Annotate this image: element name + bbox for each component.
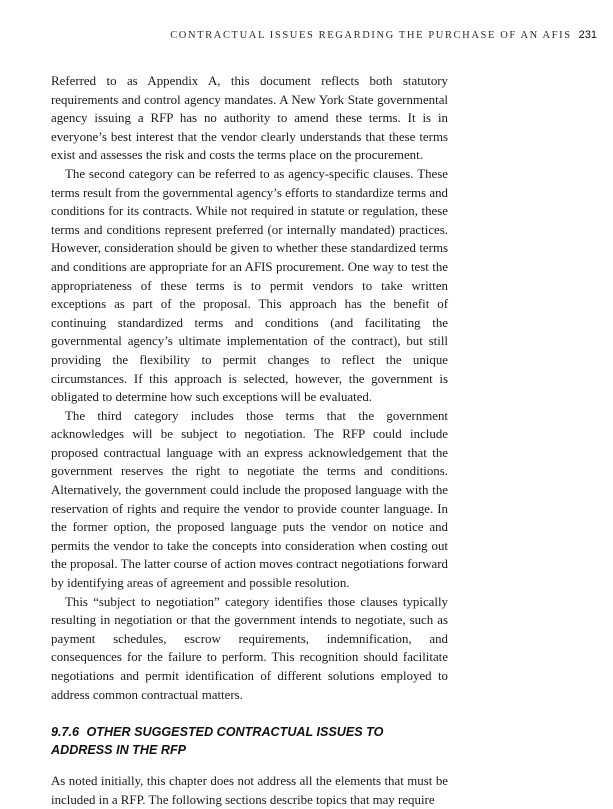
paragraph-closing: As noted initially, this chapter does not address all the elements that must be included in a RFP. The following sections describe topics that may require [51, 774, 448, 807]
section-heading [51, 723, 448, 759]
paragraph-subject-to-negotiation: This “subject to negotiation” category identifies those clauses typically resulting in negotiation or that the government intends to negotiate, such as payment schedules, escrow requirements, indemnification, and consequences for the failure to perform. This recognition should facilitate negotiations and permit identification of different solutions employed to address common contractual matters. [51, 594, 448, 702]
running-header [52, 29, 597, 41]
page-number: 231 [578, 29, 597, 41]
section-title: OTHER SUGGESTED CONTRACTUAL ISSUES TO ADDRESS IN THE RFP [51, 725, 384, 758]
paragraph-negotiation-terms: The third category includes those terms that the government acknowledges will be subject to negotiation. The RFP could include proposed contractual language with an express acknowledgement that the government reserves the right to negotiate the terms and conditions. Alternatively, the government could include the proposed language with the reservation of rights and require the vendor to provide counter language. In the former option, the proposed language puts the vendor on notice and permits the vendor to take the concepts into consideration when costing out the proposal. The latter course of action moves contract negotiations forward by identifying areas of agreement and possible resolution. [51, 408, 448, 591]
running-title: CONTRACTUAL ISSUES REGARDING THE PURCHASE OF AN AFIS [170, 30, 572, 41]
section-number: 9.7.6 [51, 725, 80, 740]
paragraph-agency-specific: The second category can be referred to as agency-specific clauses. These terms result from the governmental agency’s efforts to standardize terms and conditions for its contracts. While not required in statute or regulation, these terms and conditions represent preferred (or internally mandated) practices. However, consideration should be given to whether these standardized terms and conditions are appropriate for an AFIS procurement. One way to test the appropriateness of these terms is to permit vendors to take written exceptions as part of the proposal. This approach has the benefit of continuing standardized terms and conditions (and facilitating the governmental agency’s ultimate implementation of the contract), but still providing the flexibility to permit changes to reflect the unique circumstances. If this approach is selected, however, the government is obligated to determine how such exceptions will be evaluated. [51, 166, 448, 405]
body-text [51, 72, 448, 809]
paragraph-appendix-a: Referred to as Appendix A, this document reflects both statutory requirements and control agency mandates. A New York State governmental agency issuing a RFP has no authority to amend these terms. It is in everyone’s best interest that the vendor clearly understands that these terms exist and assesses the risk and costs the terms place on the procurement. [51, 74, 448, 163]
